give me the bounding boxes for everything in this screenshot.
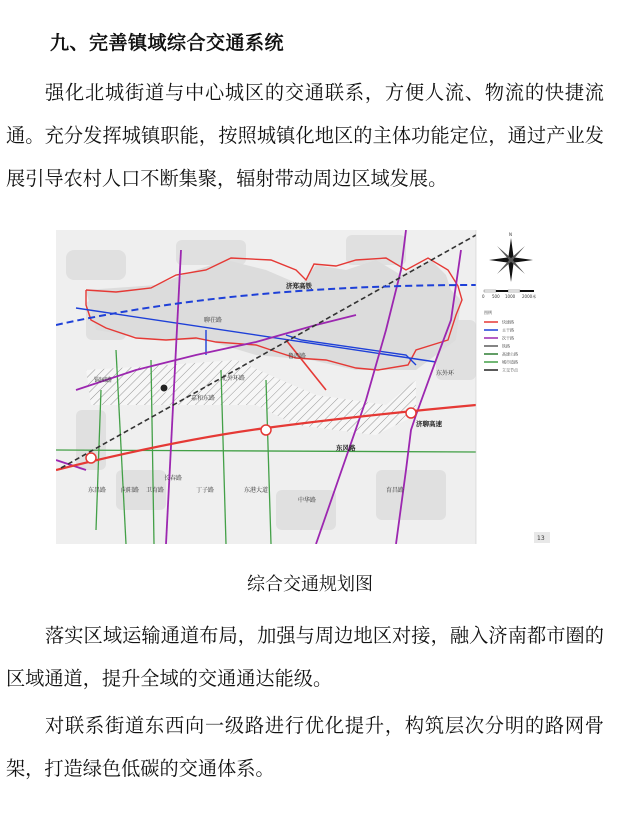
label-dongwai-rd: 东外环 [436,370,455,377]
label-dingzi-rd: 丁子路 [196,487,215,494]
svg-text:500: 500 [492,294,500,299]
label-jincheng-rd: 锦园路 [94,377,113,384]
legend-item-label: 立交节点 [502,367,518,373]
label-donggang-rd: 东港大道 [244,487,269,494]
paragraph-1: 强化北城街道与中心城区的交通联系，方便人流、物流的快捷流通。充分发挥城镇职能，按照城镇化地区的主体功能定位，通过产业发展引导农村人口不断集聚，辐射带动周边区域发展。 [6,81,604,190]
svg-text:0: 0 [482,294,485,299]
label-jizheng-rail: 济郑高铁 [286,282,312,290]
legend-title: 图例 [484,310,492,315]
svg-text:1000: 1000 [505,294,516,299]
label-yuchang-rd: 育昌路 [386,487,405,494]
label-dongfeng-rd: 东风路 [336,444,356,452]
page-badge: 13 [537,535,545,542]
label-xiangyang-rd: 向阳路 [121,487,140,494]
transport-plan-map [56,230,551,544]
section-heading: 九、完善镇域综合交通系统 [50,32,285,54]
paragraph-3: 对联系街道东西向一级路进行优化提升，构筑层次分明的路网骨架，打造绿色低碳的交通体系。 [6,714,604,780]
legend-item-label: 次干路 [502,335,514,341]
svg-text:2000米: 2000米 [522,294,537,299]
svg-text:N: N [509,232,512,237]
figure-caption: 综合交通规划图 [247,574,373,595]
label-laoling-rd: 聊茌路 [204,317,223,324]
legend-item-label: 城市道路 [502,359,518,365]
paragraph-2: 落实区域运输通道布局，加强与周边地区对接，融入济南都市圈的区域通道，提升全域的交通通达能级。 [6,624,604,690]
legend-item-label: 快速路 [502,319,514,325]
label-juyuan-rd: 鲁西路 [288,353,307,360]
legend-item-label: 铁路 [502,343,510,349]
legend-item-label: 主干路 [502,327,514,333]
label-zhongxin-rd: 中华路 [298,497,317,504]
label-changchun-rd: 长春路 [164,475,183,482]
label-beiwai-rd: 北外环路 [221,375,246,382]
legend-item-label: 高速公路 [502,351,518,357]
label-weiyu-rd: 卫育路 [146,487,165,494]
label-jiahe-east-rd: 嘉和东路 [191,395,216,402]
label-dongchang-rd: 东昌路 [88,487,107,494]
label-jiliao-expressway: 济聊高速 [416,420,442,428]
